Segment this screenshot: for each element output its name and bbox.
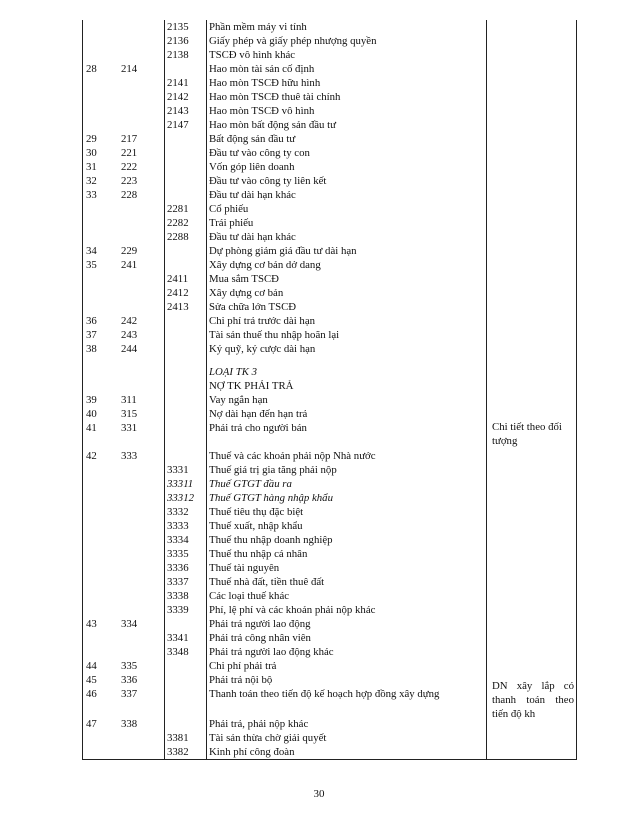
- table-row: [82, 463, 577, 477]
- account-name: Thuế thu nhập cá nhân: [209, 548, 308, 560]
- table-row: [82, 314, 577, 328]
- account-name: Đầu tư vào công ty con: [209, 147, 310, 159]
- sub-account-code: 3332: [167, 506, 189, 518]
- account-name: Phải trả công nhân viên: [209, 632, 311, 644]
- sub-account-code: 2281: [167, 203, 189, 215]
- table-row: [82, 132, 577, 146]
- account-name: Phần mềm máy vi tính: [209, 21, 307, 33]
- account-name: Thuế GTGT đầu ra: [209, 478, 292, 490]
- table-row: [82, 216, 577, 230]
- account-name: Đầu tư vào công ty liên kết: [209, 175, 327, 187]
- account-name: Phải trả nội bộ: [209, 674, 273, 686]
- table-row: [82, 342, 577, 356]
- sub-account-code: 3348: [167, 646, 189, 658]
- account-name: Tài sản thừa chờ giải quyết: [209, 732, 327, 744]
- sub-account-code: 3381: [167, 732, 189, 744]
- account-name: Vốn góp liên doanh: [209, 161, 295, 173]
- account-name: Thuế tiêu thụ đặc biệt: [209, 506, 304, 518]
- table-row: [82, 745, 577, 759]
- sub-account-code: 2136: [167, 35, 189, 47]
- order-number: 29: [86, 133, 97, 145]
- table-border-bottom: [82, 759, 577, 760]
- table-row: [82, 477, 577, 491]
- account-name: Xây dựng cơ bản: [209, 287, 284, 299]
- account-name: Giấy phép và giấy phép nhượng quyền: [209, 35, 377, 47]
- account-name: Phí, lệ phí và các khoản phải nộp khác: [209, 604, 376, 616]
- account-name: Thuế giá trị gia tăng phải nộp: [209, 464, 337, 476]
- table-row: [82, 244, 577, 258]
- account-name: Thuế tài nguyên: [209, 562, 280, 574]
- table-row: [82, 48, 577, 62]
- account-code: 336: [121, 674, 138, 686]
- table-row: [82, 533, 577, 547]
- account-name: Cổ phiếu: [209, 203, 249, 215]
- table-row: [82, 328, 577, 342]
- account-name: Sửa chữa lớn TSCĐ: [209, 301, 297, 313]
- sub-account-code: 3337: [167, 576, 189, 588]
- account-code: 244: [121, 343, 138, 355]
- table-row: [82, 230, 577, 244]
- account-name: Hao mòn bất động sản đầu tư: [209, 119, 336, 131]
- order-number: 36: [86, 315, 97, 327]
- account-name: Thuế thu nhập doanh nghiệp: [209, 534, 333, 546]
- table-row: [82, 491, 577, 505]
- table-row: [82, 34, 577, 48]
- order-number: 39: [86, 394, 97, 406]
- account-code: 315: [121, 408, 138, 420]
- account-name: Hao mòn tài sản cố định: [209, 63, 315, 75]
- sub-account-code: 3338: [167, 590, 189, 602]
- table-row: [82, 76, 577, 90]
- account-name: Thuế xuất, nhập khẩu: [209, 520, 303, 532]
- order-number: 45: [86, 674, 97, 686]
- order-number: 35: [86, 259, 97, 271]
- order-number: 43: [86, 618, 97, 630]
- table-row: [82, 603, 577, 617]
- table-row: [82, 62, 577, 76]
- table-row: [82, 547, 577, 561]
- order-number: 38: [86, 343, 97, 355]
- account-code: 242: [121, 315, 138, 327]
- sub-account-code: 3331: [167, 464, 189, 476]
- account-name: Các loại thuế khác: [209, 590, 290, 602]
- table-row: [82, 449, 577, 463]
- account-name: TSCĐ vô hình khác: [209, 49, 296, 61]
- sub-account-code: 2412: [167, 287, 189, 299]
- sub-account-code: 33312: [167, 492, 194, 504]
- note-cell: Chi tiết theo đối tượng: [492, 421, 562, 447]
- table-row: [82, 90, 577, 104]
- account-name: Thuế và các khoản phải nộp Nhà nước: [209, 450, 376, 462]
- order-number: 44: [86, 660, 97, 672]
- sub-account-code: 3333: [167, 520, 189, 532]
- sub-account-code: 3335: [167, 548, 189, 560]
- order-number: 47: [86, 718, 97, 730]
- account-name: Phải trả cho người bán: [209, 422, 307, 434]
- order-number: 34: [86, 245, 97, 257]
- sub-account-code: 3382: [167, 746, 189, 758]
- order-number: 40: [86, 408, 97, 420]
- account-name: Thanh toán theo tiến độ kế hoạch hợp đồng xây dựng: [209, 688, 440, 700]
- account-name: Xây dựng cơ bản dở dang: [209, 259, 321, 271]
- order-number: 33: [86, 189, 97, 201]
- sub-account-code: 3339: [167, 604, 189, 616]
- table-row: [82, 631, 577, 645]
- account-code: 331: [121, 422, 138, 434]
- account-name: Hao mòn TSCĐ thuê tài chính: [209, 91, 341, 103]
- order-number: 46: [86, 688, 97, 700]
- account-name: Thuế GTGT hàng nhập khẩu: [209, 492, 333, 504]
- page-number: 30: [313, 788, 325, 800]
- order-number: 30: [86, 147, 97, 159]
- sub-account-code: 2411: [167, 273, 189, 285]
- table-row: [82, 188, 577, 202]
- table-row: [82, 146, 577, 160]
- sub-account-code: 2143: [167, 105, 189, 117]
- account-name: Chi phí phải trả: [209, 660, 277, 672]
- order-number: 32: [86, 175, 97, 187]
- account-name: Đầu tư dài hạn khác: [209, 189, 296, 201]
- table-row: [82, 659, 577, 673]
- table-row: [82, 645, 577, 659]
- account-code: 241: [121, 259, 138, 271]
- table-row: [82, 258, 577, 272]
- sub-account-code: 33311: [167, 478, 194, 490]
- order-number: 31: [86, 161, 97, 173]
- sub-account-code: 2147: [167, 119, 189, 131]
- order-number: 41: [86, 422, 97, 434]
- sub-account-code: 2141: [167, 77, 189, 89]
- account-code: 221: [121, 147, 138, 159]
- account-name: Vay ngắn hạn: [209, 394, 268, 406]
- account-code: 222: [121, 161, 138, 173]
- table-row: [82, 731, 577, 745]
- table-row: [82, 160, 577, 174]
- sub-account-code: 2288: [167, 231, 189, 243]
- sub-account-code: 2142: [167, 91, 189, 103]
- account-name: Kinh phí công đoàn: [209, 746, 295, 758]
- sub-account-code: 2413: [167, 301, 189, 313]
- table-row: [82, 272, 577, 286]
- table-row: [82, 202, 577, 216]
- account-name: Thuế nhà đất, tiền thuê đất: [209, 576, 325, 588]
- table-row: [82, 300, 577, 314]
- table-row: [82, 407, 577, 421]
- account-name: Chi phí trả trước dài hạn: [209, 315, 316, 327]
- table-row: [82, 589, 577, 603]
- account-name: Dự phòng giảm giá đầu tư dài hạn: [209, 245, 357, 257]
- account-name: Tài sản thuế thu nhập hoãn lại: [209, 329, 340, 341]
- account-name: Mua sắm TSCĐ: [209, 273, 279, 285]
- account-table: [82, 20, 577, 760]
- account-name: LOẠI TK 3: [209, 366, 257, 378]
- account-name: Phải trả người lao động: [209, 618, 311, 630]
- table-row: [82, 519, 577, 533]
- account-name: Phải trả người lao động khác: [209, 646, 334, 658]
- order-number: 28: [86, 63, 97, 75]
- order-number: 42: [86, 450, 97, 462]
- sub-account-code: 2135: [167, 21, 189, 33]
- account-code: 335: [121, 660, 138, 672]
- sub-account-code: 3334: [167, 534, 189, 546]
- account-code: 334: [121, 618, 138, 630]
- account-code: 228: [121, 189, 138, 201]
- table-row: [82, 174, 577, 188]
- account-name: Trái phiếu: [209, 217, 254, 229]
- sub-account-code: 2282: [167, 217, 189, 229]
- account-code: 337: [121, 688, 138, 700]
- table-row: [82, 617, 577, 631]
- account-name: Bất động sản đầu tư: [209, 133, 296, 145]
- table-row: [82, 379, 577, 393]
- note-cell: DN xây lắp có thanh toán theo tiến độ kh: [492, 680, 574, 720]
- account-code: 333: [121, 450, 138, 462]
- table-row: [82, 561, 577, 575]
- account-name: Ký quỹ, ký cược dài hạn: [209, 343, 316, 355]
- sub-account-code: 3336: [167, 562, 189, 574]
- sub-account-code: 3341: [167, 632, 189, 644]
- account-name: Đầu tư dài hạn khác: [209, 231, 296, 243]
- table-row: [82, 104, 577, 118]
- account-code: 243: [121, 329, 138, 341]
- table-row: [82, 286, 577, 300]
- account-code: 338: [121, 718, 138, 730]
- table-row: [82, 118, 577, 132]
- account-name: NỢ TK PHẢI TRẢ: [209, 380, 294, 392]
- account-code: 229: [121, 245, 138, 257]
- account-code: 311: [121, 394, 137, 406]
- account-code: 214: [121, 63, 138, 75]
- account-name: Hao mòn TSCĐ hữu hình: [209, 77, 321, 89]
- order-number: 37: [86, 329, 97, 341]
- table-row: [82, 505, 577, 519]
- table-row: [82, 393, 577, 407]
- account-name: Nợ dài hạn đến hạn trả: [209, 408, 308, 420]
- account-name: Hao mòn TSCĐ vô hình: [209, 105, 315, 117]
- table-row: [82, 365, 577, 379]
- table-row: [82, 575, 577, 589]
- account-code: 223: [121, 175, 138, 187]
- table-row: [82, 20, 577, 34]
- sub-account-code: 2138: [167, 49, 189, 61]
- account-code: 217: [121, 133, 138, 145]
- account-name: Phải trả, phải nộp khác: [209, 718, 309, 730]
